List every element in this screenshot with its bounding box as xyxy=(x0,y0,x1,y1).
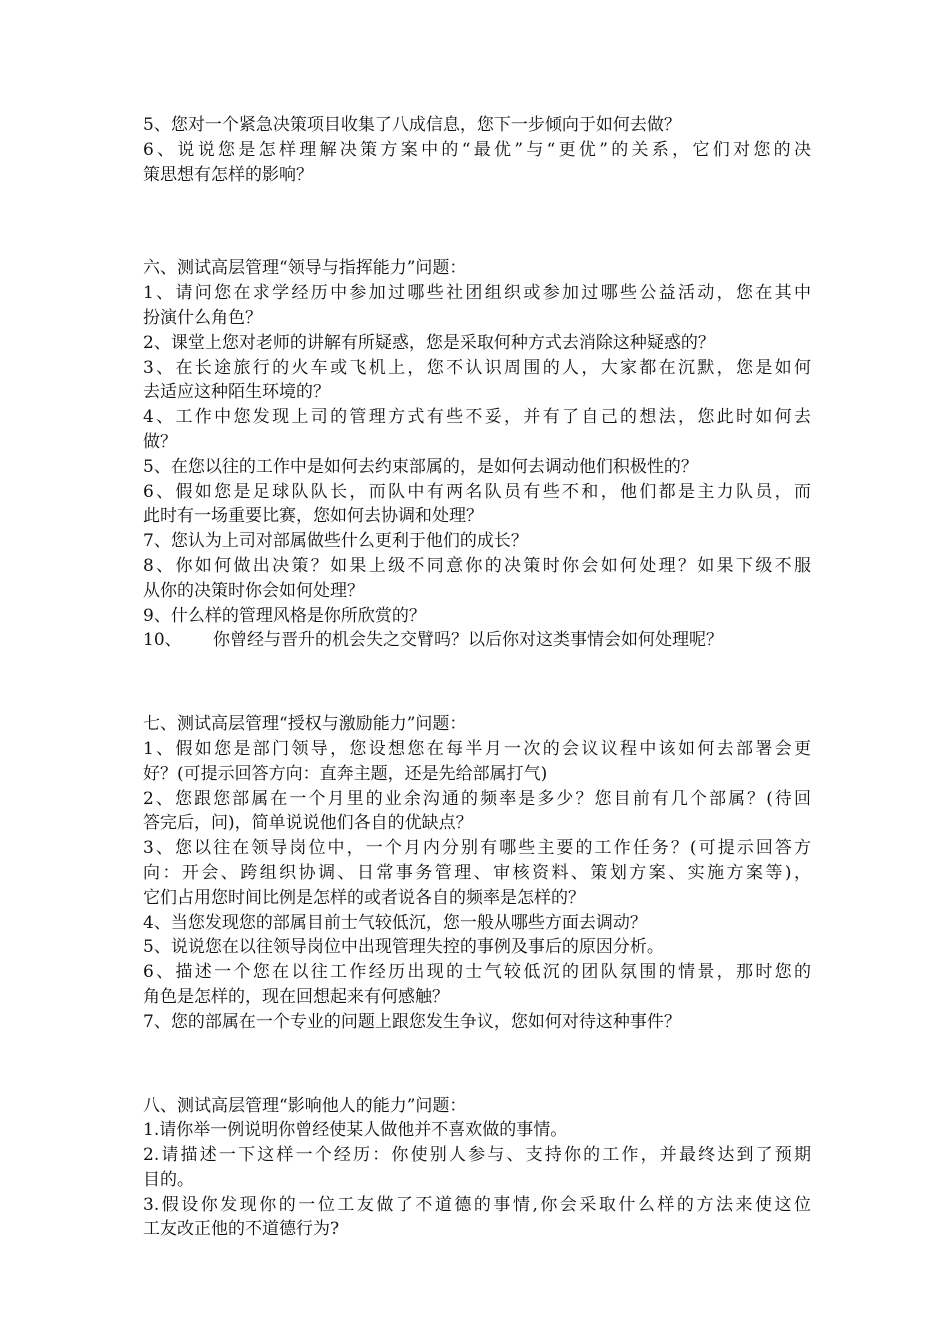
text-line: 策思想有怎样的影响？ xyxy=(143,164,313,185)
text-line: 做？ xyxy=(143,431,177,452)
text-line: 7、您的部属在一个专业的问题上跟您发生争议，您如何对待这种事件？ xyxy=(143,1011,681,1032)
question-block-decision xyxy=(143,113,811,187)
text-line: 此时有一场重要比赛，您如何去协调和处理？ xyxy=(143,506,483,527)
text-line: 2、您跟您部属在一个月里的业余沟通的频率是多少？您目前有几个部属？(待回 xyxy=(143,788,811,809)
text-line: 9、什么样的管理风格是你所欣赏的？ xyxy=(143,605,426,626)
text-line: 好？(可提示回答方向：直奔主题，还是先给部属打气) xyxy=(143,763,548,784)
text-line: 3、在长途旅行的火车或飞机上，您不认识周围的人，大家都在沉默，您是如何 xyxy=(143,357,811,378)
text-line: 7、您认为上司对部属做些什么更利于他们的成长？ xyxy=(143,531,528,552)
text-line: 角色是怎样的，现在回想起来有何感触？ xyxy=(143,986,449,1007)
section-heading: 六、测试高层管理“领导与指挥能力”问题： xyxy=(143,258,467,279)
text-line: 去适应这种陌生环境的？ xyxy=(143,382,330,403)
question-10 xyxy=(143,628,811,653)
text-line: 5、在您以往的工作中是如何去约束部属的，是如何去调动他们积极性的？ xyxy=(143,456,698,477)
text-line: 6、描述一个您在以往工作经历出现的士气较低沉的团队氛围的情景，那时您的 xyxy=(143,962,811,983)
text-line: 答完后，问)，简单说说他们各自的优缺点？ xyxy=(143,813,473,834)
text-line: 6、说说您是怎样理解决策方案中的“最优”与“更优”的关系，它们对您的决 xyxy=(143,139,811,160)
question-text: 你曾经与晋升的机会失之交臂吗？以后你对这类事情会如何处理呢？ xyxy=(213,630,723,651)
text-line: 3.假设你发现你的一位工友做了不道德的事情,你会采取什么样的方法来使这位 xyxy=(143,1194,811,1215)
text-line: 3、您以往在领导岗位中，一个月内分别有哪些主要的工作任务？(可提示回答方 xyxy=(143,838,811,859)
text-line: 8、你如何做出决策？如果上级不同意你的决策时你会如何处理？如果下级不服 xyxy=(143,555,811,576)
text-line: 4、工作中您发现上司的管理方式有些不妥，并有了自己的想法，您此时如何去 xyxy=(143,407,811,428)
text-line: 扮演什么角色？ xyxy=(143,307,262,328)
section-influence xyxy=(143,1094,811,1243)
text-line: 它们占用您时间比例是怎样的或者说各自的频率是怎样的？ xyxy=(143,887,585,908)
text-line: 2、课堂上您对老师的讲解有所疑惑，您是采取何种方式去消除这种疑惑的？ xyxy=(143,332,715,353)
text-line: 工友改正他的不道德行为? xyxy=(143,1219,340,1240)
question-number: 10、 xyxy=(143,630,182,651)
text-line: 1、请问您在求学经历中参加过哪些社团组织或参加过哪些公益活动，您在其中 xyxy=(143,283,811,304)
section-delegation xyxy=(143,712,811,1034)
text-line: 2.请描述一下这样一个经历：你使别人参与、支持你的工作，并最终达到了预期 xyxy=(143,1145,811,1166)
text-line: 4、当您发现您的部属目前士气较低沉，您一般从哪些方面去调动？ xyxy=(143,912,647,933)
text-line: 6、假如您是足球队队长，而队中有两名队员有些不和，他们都是主力队员，而 xyxy=(143,481,811,502)
text-line: 从你的决策时你会如何处理？ xyxy=(143,580,364,601)
text-line: 1.请你举一例说明你曾经使某人做他并不喜欢做的事情。 xyxy=(143,1120,568,1141)
text-line: 向：开会、跨组织协调、日常事务管理、审核资料、策划方案、实施方案等)， xyxy=(143,862,811,883)
text-line: 1、假如您是部门领导，您设想您在每半月一次的会议议程中该如何去部署会更 xyxy=(143,738,811,759)
document-page xyxy=(143,113,811,1242)
text-line: 5、说说您在以往领导岗位中出现管理失控的事例及事后的原因分析。 xyxy=(143,937,664,958)
text-line: 目的。 xyxy=(143,1169,194,1190)
section-heading: 八、测试高层管理“影响他人的能力”问题： xyxy=(143,1095,467,1116)
section-leadership xyxy=(143,256,811,653)
section-heading: 七、测试高层管理“授权与激励能力”问题： xyxy=(143,714,467,735)
text-line: 5、您对一个紧急决策项目收集了八成信息，您下一步倾向于如何去做？ xyxy=(143,115,681,135)
